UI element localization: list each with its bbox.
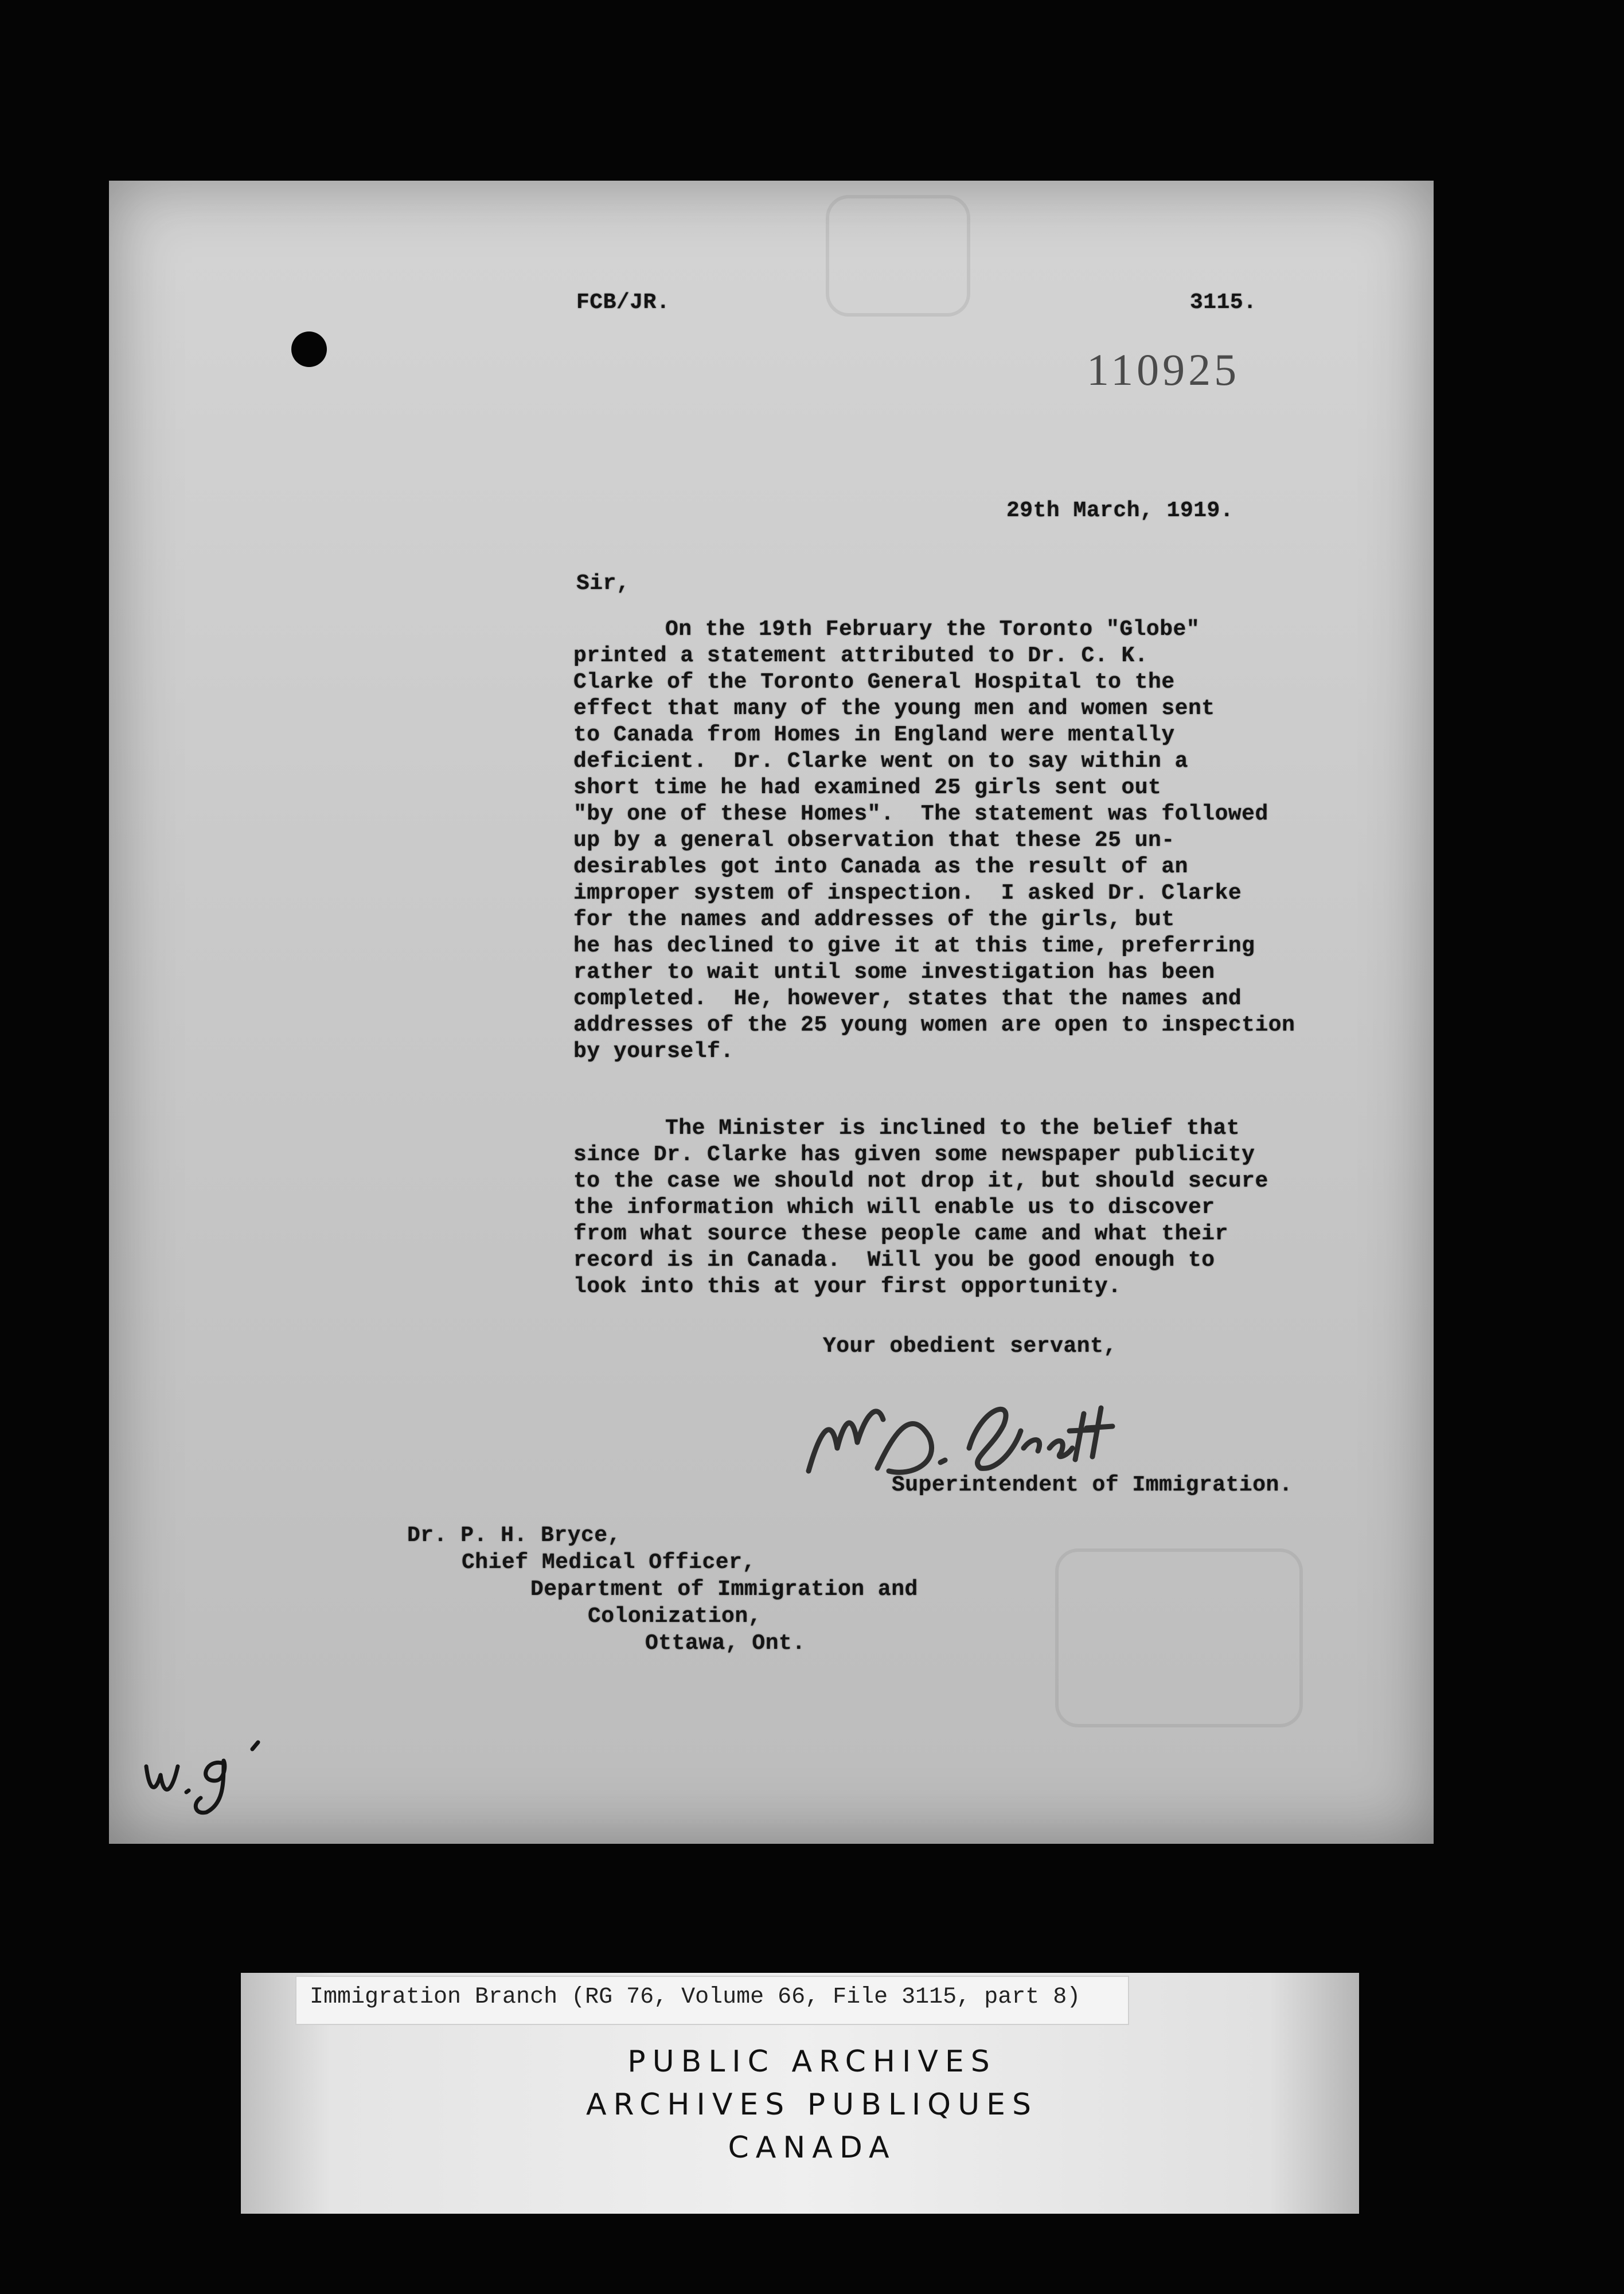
handwritten-initials: [138, 1732, 287, 1818]
paragraph-line: to Canada from Homes in England were mentally: [573, 723, 1175, 747]
stamp-number: 110925: [1087, 345, 1240, 395]
body-paragraph-1: [573, 617, 1376, 1065]
body-paragraph-2: [573, 1115, 1376, 1300]
file-number: 3115.: [1190, 290, 1257, 315]
paragraph-line: The Minister is inclined to the belief that: [665, 1116, 1240, 1141]
paragraph-line: the information which will enable us to discover: [573, 1195, 1215, 1220]
paragraph-line: effect that many of the young men and women sent: [573, 696, 1215, 721]
paragraph-line: up by a general observation that these 25 un-: [573, 828, 1175, 853]
archive-line-2: ARCHIVES PUBLIQUES: [585, 2088, 1039, 2122]
addressee-line-3: Department of Immigration and: [530, 1577, 918, 1602]
addressee-line-4: Colonization,: [588, 1604, 762, 1629]
paragraph-line: look into this at your first opportunity.: [573, 1274, 1122, 1299]
addressee-line-5: Ottawa, Ont.: [645, 1631, 806, 1656]
paragraph-line: from what source these people came and what their: [573, 1222, 1228, 1246]
paragraph-line: since Dr. Clarke has given some newspaper publicity: [573, 1142, 1255, 1167]
paragraph-line: "by one of these Homes". The statement was followed: [573, 802, 1268, 826]
paragraph-line: On the 19th February the Toronto "Globe": [665, 617, 1200, 642]
paragraph-line: he has declined to give it at this time, preferring: [573, 934, 1255, 958]
paragraph-line: for the names and addresses of the girls, but: [573, 907, 1175, 932]
paragraph-line: improper system of inspection. I asked Dr. Clarke: [573, 881, 1242, 906]
archive-reference: Immigration Branch (RG 76, Volume 66, File 3115, part 8): [310, 1984, 1081, 2010]
paragraph-line: record is in Canada. Will you be good enough to: [573, 1248, 1215, 1273]
addressee-line-1: Dr. P. H. Bryce,: [407, 1523, 621, 1548]
signature-title: Superintendent of Immigration.: [892, 1473, 1293, 1497]
letter-date: 29th March, 1919.: [1006, 498, 1234, 523]
archive-line-3: CANADA: [728, 2131, 896, 2165]
paragraph-line: Clarke of the Toronto General Hospital to the: [573, 670, 1175, 695]
paragraph-line: completed. He, however, states that the names and: [573, 986, 1242, 1011]
addressee-line-2: Chief Medical Officer,: [462, 1550, 756, 1575]
paragraph-line: printed a statement attributed to Dr. C. K.: [573, 643, 1149, 668]
paragraph-line: short time he had examined 25 girls sent out: [573, 775, 1162, 800]
paragraph-line: rather to wait until some investigation has been: [573, 960, 1215, 985]
archive-line-1: PUBLIC ARCHIVES: [627, 2045, 997, 2079]
faint-seal-mark: [1055, 1548, 1303, 1727]
paragraph-line: desirables got into Canada as the result of an: [573, 855, 1188, 879]
paragraph-line: deficient. Dr. Clarke went on to say within a: [573, 749, 1188, 774]
closing: Your obedient servant,: [823, 1334, 1117, 1359]
punch-hole: [291, 331, 327, 367]
reference-initials: FCB/JR.: [576, 290, 670, 315]
salutation: Sir,: [576, 571, 630, 596]
paragraph-line: to the case we should not drop it, but should secure: [573, 1169, 1268, 1193]
faint-stamp-mark: [826, 195, 970, 317]
paragraph-line: addresses of the 25 young women are open to inspection: [573, 1013, 1295, 1037]
paragraph-line: by yourself.: [573, 1039, 734, 1064]
